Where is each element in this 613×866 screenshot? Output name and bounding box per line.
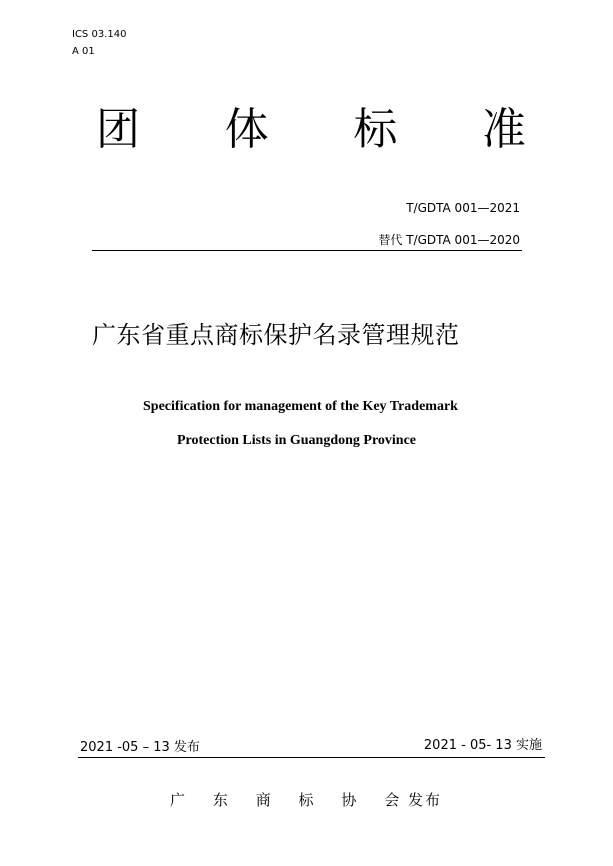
publisher-char: 协	[341, 791, 357, 809]
publisher-char: 广	[170, 791, 186, 809]
standard-type-char: 准	[481, 104, 526, 155]
publisher-char: 标	[298, 791, 314, 809]
standard-type-heading	[96, 100, 526, 160]
standard-type-char: 团	[96, 104, 140, 155]
implement-date: 2021 - 05- 13 实施	[423, 738, 542, 753]
standard-number: T/GDTA 001—2021	[406, 201, 520, 215]
ccs-code: A 01	[72, 46, 95, 57]
classification-codes	[72, 28, 126, 62]
standard-type-char: 标	[353, 104, 398, 155]
publisher	[170, 790, 442, 810]
document-title-en-line2: Protection Lists in Guangdong Province	[176, 433, 417, 448]
footer-divider	[78, 757, 545, 758]
publisher-char: 东	[212, 791, 228, 809]
replaces-standard: 替代 T/GDTA 001—2020	[378, 233, 520, 247]
publisher-char: 会 发布	[384, 791, 442, 809]
publisher-char: 商	[255, 791, 271, 809]
document-title-en-line1: Specification for management of the Key Trademark	[143, 399, 458, 414]
document-title-cn: 广东省重点商标保护名录管理规范	[92, 321, 460, 349]
standard-type-char: 体	[224, 104, 269, 155]
header-divider	[92, 250, 522, 251]
ics-code: ICS 03.140	[72, 29, 127, 40]
publish-date: 2021 -05 – 13 发布	[80, 740, 200, 755]
